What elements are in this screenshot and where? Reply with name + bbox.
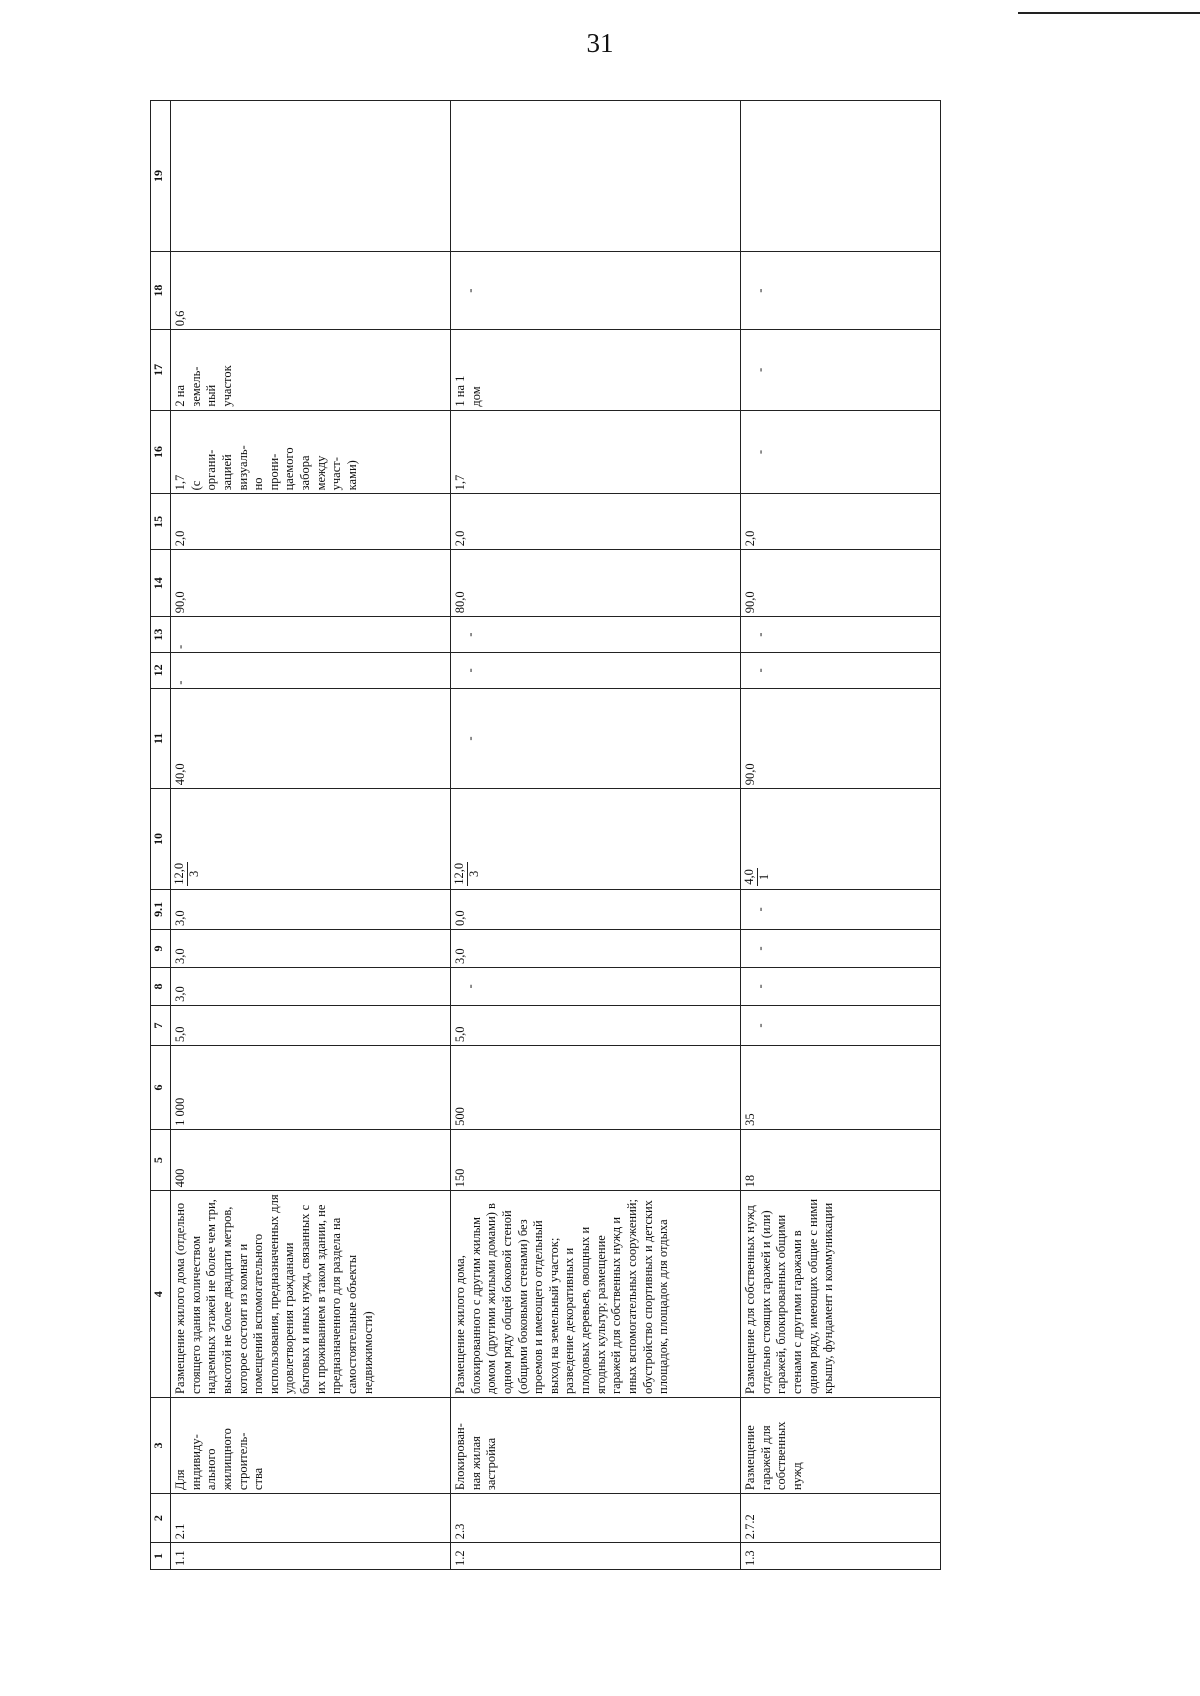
value-cell: 2,0: [171, 494, 451, 550]
value-cell: 3,0: [171, 929, 451, 967]
header-cell: 17: [151, 330, 171, 410]
value-cell: 1,7: [451, 410, 741, 494]
fraction-numerator: 4,0: [742, 869, 756, 885]
value-cell: [451, 652, 741, 688]
value-cell: [451, 617, 741, 653]
value-cell: -: [171, 617, 451, 653]
value-cell: [741, 1005, 941, 1045]
header-cell: 10: [151, 789, 171, 890]
header-cell: 11: [151, 688, 171, 789]
header-cell: 16: [151, 410, 171, 494]
dash: -: [463, 736, 477, 741]
value-cell: 1,7 (с органи- зацией визуаль- но прони- цаемого забора между участ- ками): [171, 410, 451, 494]
use-type-cell: Блокирован- ная жилая застройка: [451, 1398, 741, 1494]
dash: -: [753, 907, 767, 912]
fraction-numerator: 12,0: [172, 862, 186, 885]
value-cell: 80,0: [451, 550, 741, 617]
value-cell: 500: [451, 1046, 741, 1130]
header-cell: 7: [151, 1005, 171, 1045]
fraction-denominator: 3: [466, 870, 481, 877]
value-cell: 3,0: [171, 889, 451, 929]
value-cell: 0,6: [171, 252, 451, 330]
value-cell: [741, 252, 941, 330]
use-type-cell: Размещение гаражей для собственных нужд: [741, 1398, 941, 1494]
page-number: 31: [586, 28, 614, 58]
dash: -: [463, 984, 477, 989]
value-cell: [451, 101, 741, 252]
value-cell: 5,0: [451, 1005, 741, 1045]
value-cell: [741, 889, 941, 929]
fraction-denominator: 1: [756, 873, 771, 881]
value-cell: [741, 617, 941, 653]
dash: -: [753, 288, 767, 293]
value-cell: 90,0: [171, 550, 451, 617]
dash: -: [463, 632, 477, 637]
header-row: [151, 101, 171, 1570]
fraction-numerator: 12,0: [452, 862, 466, 885]
value-cell: [741, 652, 941, 688]
header-cell: 5: [151, 1129, 171, 1190]
header-cell: 9.1: [151, 889, 171, 929]
dash: -: [753, 984, 767, 989]
code-cell: 2.3: [451, 1494, 741, 1543]
value-cell: 5,0: [171, 1005, 451, 1045]
value-cell: [741, 929, 941, 967]
value-cell: 90,0: [741, 550, 941, 617]
header-cell: 3: [151, 1398, 171, 1494]
header-cell: 8: [151, 967, 171, 1005]
description-cell: Размещение для собственных нужд отдельно стоящих гаражей и (или) гаражей, блокированных общими стенами с другими гаражами в одном ряду, имеющих общие с ними крышу, фундамент и коммуникации: [741, 1191, 941, 1398]
value-cell: 40,0: [171, 688, 451, 789]
value-cell: [171, 101, 451, 252]
value-cell: 35: [741, 1046, 941, 1130]
dash: -: [753, 1023, 767, 1028]
header-cell: 2: [151, 1494, 171, 1543]
value-cell: 3,0: [451, 929, 741, 967]
value-cell: 0,0: [451, 889, 741, 929]
row-number: 1.2: [451, 1543, 741, 1570]
value-cell: [451, 967, 741, 1005]
rotated-table-container: [150, 100, 940, 1570]
top-rule: [1018, 12, 1200, 14]
value-cell: 90,0: [741, 688, 941, 789]
header-cell: 9: [151, 929, 171, 967]
value-cell: 2 на земель- ный участок: [171, 330, 451, 410]
code-cell: 2.7.2: [741, 1494, 941, 1543]
header-cell: 14: [151, 550, 171, 617]
value-cell: 150: [451, 1129, 741, 1190]
value-cell: 1 000: [171, 1046, 451, 1130]
dash: -: [463, 288, 477, 293]
fraction: [173, 862, 202, 886]
description-cell: Размещение жилого дома (отдельно стоящего здания количеством надземных этажей не более чем три, высотой не более двадцати метров, которое состоит из комнат и помещений вспомогательного использования, предназначенных для удовлетворения гражданами бытовых и иных нужд, связанных с их проживанием в таком здании, не предназначенного для раздела на самостоятельные объекты недвижимости): [171, 1191, 451, 1398]
value-cell: 2,0: [741, 494, 941, 550]
header-cell: 1: [151, 1543, 171, 1570]
fraction-cell: [741, 789, 941, 890]
row-number: 1.1: [171, 1543, 451, 1570]
table-row: [741, 101, 941, 1570]
header-cell: 6: [151, 1046, 171, 1130]
description-cell: Размещение жилого дома, блокированного с другим жилым домом (другими жилыми домами) в одном ряду общей боковой стеной (общими боковыми стенами) без проемов и имеющего отдельный выход на земельный участок; разведение декоративных и плодовых деревьев, овощных и ягодных культур; размещение гаражей для собственных нужд и иных вспомогательных сооружений; обустройство спортивных и детских площадок, площадок для отдыха: [451, 1191, 741, 1398]
value-cell: [741, 967, 941, 1005]
code-cell: 2.1: [171, 1494, 451, 1543]
value-cell: 400: [171, 1129, 451, 1190]
table-row: [451, 101, 741, 1570]
header-cell: 13: [151, 617, 171, 653]
header-cell: 19: [151, 101, 171, 252]
value-cell: 3,0: [171, 967, 451, 1005]
value-cell: -: [171, 652, 451, 688]
value-cell: 1 на 1 дом: [451, 330, 741, 410]
table-row: [171, 101, 451, 1570]
row-number: 1.3: [741, 1543, 941, 1570]
value-cell: [741, 410, 941, 494]
fraction-cell: [451, 789, 741, 890]
dash: -: [753, 449, 767, 455]
value-cell: 2,0: [451, 494, 741, 550]
header-cell: 15: [151, 494, 171, 550]
dash: -: [753, 632, 767, 637]
value-cell: [741, 330, 941, 410]
fraction-cell: [171, 789, 451, 890]
fraction: [453, 862, 482, 886]
regulations-table: [150, 100, 941, 1570]
dash: -: [753, 367, 767, 372]
dash: -: [753, 668, 767, 673]
fraction: [743, 868, 772, 886]
value-cell: [741, 101, 941, 252]
header-cell: 12: [151, 652, 171, 688]
value-cell: [451, 252, 741, 330]
fraction-denominator: 3: [186, 870, 201, 877]
use-type-cell: Для индивиду- ального жилищного строитель- ства: [171, 1398, 451, 1494]
header-cell: 18: [151, 252, 171, 330]
value-cell: 18: [741, 1129, 941, 1190]
header-cell: 4: [151, 1191, 171, 1398]
dash: -: [753, 946, 767, 951]
dash: -: [463, 668, 477, 673]
value-cell: [451, 688, 741, 789]
